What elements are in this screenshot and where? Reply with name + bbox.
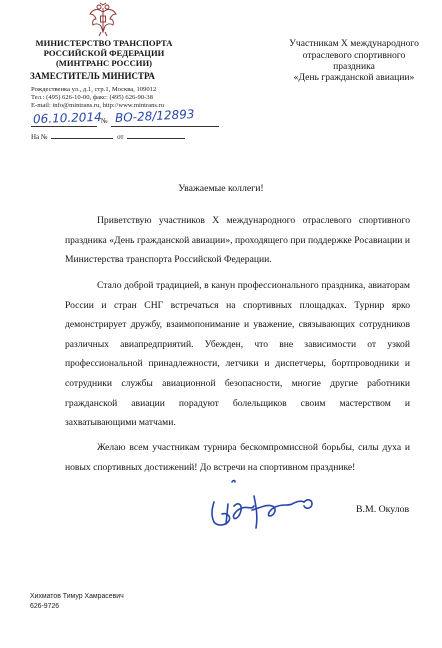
paragraph-1-text: Приветствую участников X международного отраслевого спортивного праздника «День гражданской авиации», проходящего при поддержке Росавиации и Министерства транспорта Российской Федерации. bbox=[65, 215, 410, 266]
ministry-name-line-3: (МИНТРАНС РОССИИ) bbox=[55, 58, 153, 68]
reg-number-label: № bbox=[101, 117, 108, 125]
paragraph-3-text: Желаю всем участникам турнира бескомпромиссной борьбы, силы духа и новых спортивных достижений! До встречи на спортивном празднике! bbox=[65, 442, 410, 473]
addressee-line-3: праздника bbox=[333, 61, 375, 72]
executor-phone: 626-9726 bbox=[30, 603, 60, 610]
paragraph-3 bbox=[65, 438, 410, 477]
reference-row bbox=[31, 133, 185, 141]
address-line-1: Рождественка ул., д.1, стр.1, Москва, 109012 bbox=[31, 86, 157, 93]
double-headed-eagle-emblem-icon bbox=[88, 2, 118, 38]
paragraph-1 bbox=[65, 211, 410, 270]
greeting: Уважаемые коллеги! bbox=[178, 183, 264, 194]
reg-number: ВО-28/12893 bbox=[114, 106, 195, 126]
reference-number-label: На № bbox=[31, 133, 48, 141]
address-line-3: E-mail: info@mintrans.ru, http://www.mintrans.ru bbox=[31, 102, 165, 109]
addressee-line-1: Участникам X международного bbox=[289, 38, 419, 49]
registration-row bbox=[31, 106, 221, 131]
deputy-minister-title: ЗАМЕСТИТЕЛЬ МИНИСТРА bbox=[30, 71, 155, 81]
reference-date-label: от bbox=[117, 133, 124, 141]
signatory-name: В.М. Окулов bbox=[356, 504, 410, 515]
ministry-name-line-2: РОССИЙСКОЙ ФЕДЕРАЦИИ bbox=[43, 48, 165, 58]
reg-date-underline bbox=[31, 126, 97, 127]
reg-number-underline bbox=[111, 126, 219, 127]
reference-date-blank bbox=[127, 138, 185, 139]
addressee-line-2: отраслевого спортивного bbox=[302, 50, 406, 61]
ministry-name-line-1: МИНИСТЕРСТВО ТРАНСПОРТА bbox=[35, 38, 173, 48]
reference-number-blank bbox=[51, 138, 113, 139]
executor-name: Хихматов Тимур Хамрасевич bbox=[30, 593, 124, 600]
reg-date: 06.10.2014 bbox=[32, 109, 102, 127]
address-line-2: Тел.: (495) 626-10-00, факс: (495) 626-90-38 bbox=[31, 94, 153, 101]
handwritten-signature-icon bbox=[208, 476, 328, 536]
addressee-line-4: «День гражданской авиации» bbox=[293, 72, 415, 83]
paragraph-2 bbox=[65, 276, 410, 433]
paragraph-2-text: Стало доброй традицией, в канун профессионального праздника, авиаторам России и стран СНГ встречаться на спортивных площадках. Турнир ярко демонстрирует дружбу, взаимопонимание и уважение, связывающих сотрудников различных авиапредприятий. Убежден, что вне зависимости от узкой профессиональной принадлежности, летчики и диспетчеры, бортпроводники и сотрудники службы авиационной безопасности, многие другие работники гражданской авиации порадуют болельщиков своим мастерством и захватывающими матчами. bbox=[65, 280, 410, 429]
